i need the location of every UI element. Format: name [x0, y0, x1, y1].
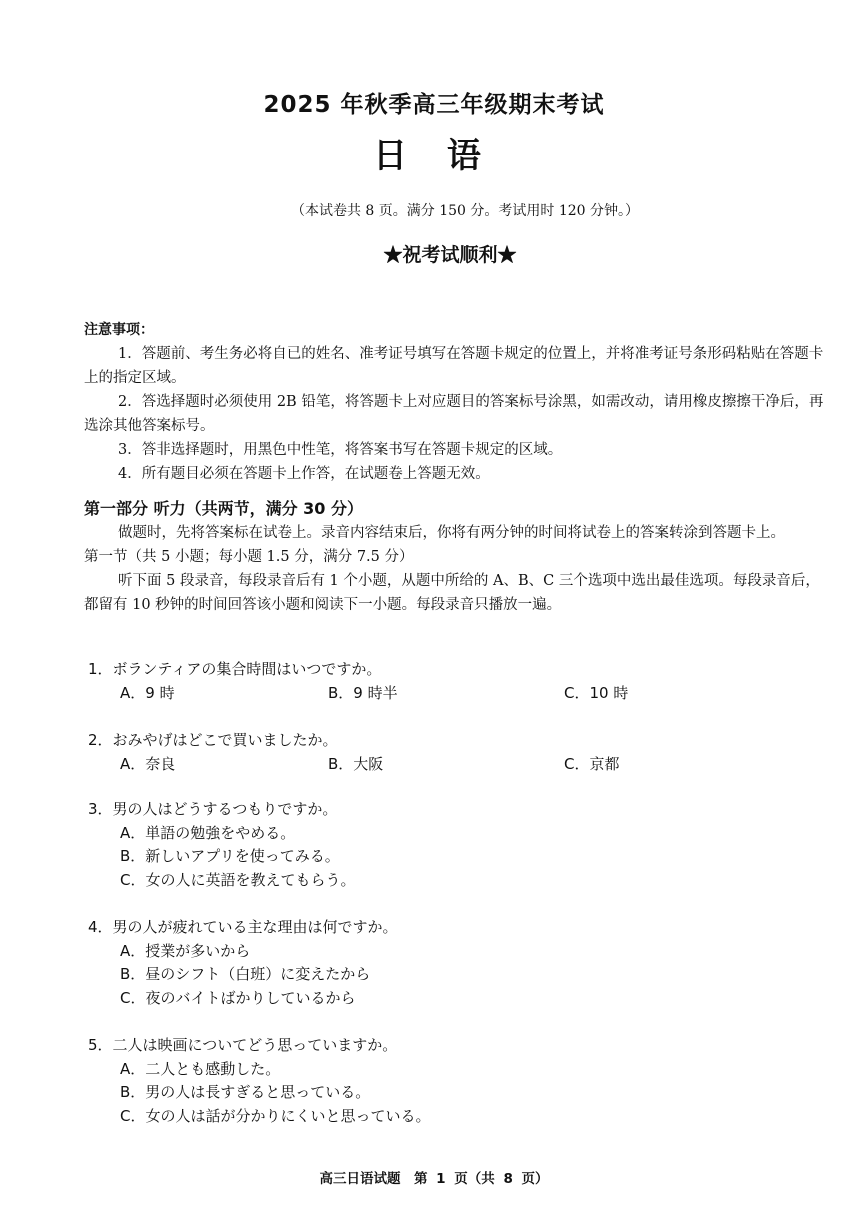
option-b: B．9 時半 — [328, 683, 398, 702]
section-heading: 第一节（共 5 小题；每小题 1.5 分，满分 7.5 分） — [84, 549, 414, 565]
exam-info: （本试卷共 8 页。满分 150 分。考试用时 120 分钟。） — [290, 203, 640, 219]
option-a: A．授業が多いから — [120, 941, 251, 960]
option-row — [88, 753, 828, 777]
question-stem: 2．おみやげはどこで買いましたか。 — [88, 731, 338, 749]
option-a: A．奈良 — [120, 754, 176, 773]
notice-heading: 注意事项： — [84, 322, 154, 338]
question-3 — [88, 798, 828, 892]
exam-title: 2025 年秋季高三年级期末考试 — [263, 92, 605, 118]
question-5 — [88, 1034, 828, 1128]
notice-item: 2．答选择题时必须使用 2B 铅笔，将答题卡上对应题目的答案标号涂黑，如需改动，请用橡皮擦擦干净后，再选涂其他答案标号。 — [84, 394, 824, 434]
option-a: A．9 時 — [120, 683, 175, 702]
question-4 — [88, 916, 828, 1010]
option-a: A．二人とも感動した。 — [120, 1059, 281, 1078]
listening-part — [84, 497, 824, 617]
page-footer: 高三日语试题 第 1 页（共 8 页） — [319, 1171, 549, 1187]
question-stem: 1．ボランティアの集合時間はいつですか。 — [88, 660, 382, 678]
option-c: C．10 時 — [564, 683, 629, 702]
notice-item: 3．答非选择题时，用黑色中性笔，将答案书写在答题卡规定的区域。 — [118, 442, 563, 458]
option-b: B．新しいアプリを使ってみる。 — [120, 847, 340, 865]
question-stem: 3．男の人はどうするつもりですか。 — [88, 800, 338, 818]
exam-subject: 日 语 — [373, 136, 495, 176]
option-row — [88, 682, 828, 706]
option-a: A．単語の勉強をやめる。 — [120, 823, 296, 842]
option-c: C．女の人は話が分かりにくいと思っている。 — [120, 1106, 431, 1125]
option-c: C．女の人に英語を教えてもらう。 — [120, 870, 356, 889]
question-stem: 4．男の人が疲れている主な理由は何ですか。 — [88, 918, 398, 936]
option-b: B．昼のシフト（白班）に変えたから — [120, 965, 371, 983]
option-b: B．男の人は長すぎると思っている。 — [120, 1083, 371, 1101]
notice-item: 4．所有题目必须在答题卡上作答，在试题卷上答题无效。 — [118, 466, 490, 482]
good-luck-banner: ★祝考试顺利★ — [383, 244, 517, 266]
question-2 — [88, 729, 828, 776]
part-intro: 做题时，先将答案标在试卷上。录音内容结束后，你将有两分钟的时间将试卷上的答案转涂到答题卡上。 — [118, 525, 785, 541]
notice-section — [84, 318, 824, 486]
notice-item: 1．答题前、考生务必将自已的姓名、准考证号填写在答题卡规定的位置上，并将准考证号条形码粘贴在答题卡上的指定区域。 — [84, 346, 824, 386]
part-heading: 第一部分 听力（共两节，满分 30 分） — [84, 499, 363, 518]
option-c: C．夜のバイトばかりしているから — [120, 988, 356, 1007]
question-1 — [88, 658, 828, 705]
option-b: B．大阪 — [328, 754, 384, 773]
question-stem: 5．二人は映画についてどう思っていますか。 — [88, 1036, 398, 1054]
option-c: C．京都 — [564, 754, 620, 773]
section-instruction: 听下面 5 段录音，每段录音后有 1 个小题，从题中所给的 A、B、C 三个选项中选出最佳选项。每段录音后，都留有 10 秒钟的时间回答该小题和阅读下一小题。每段录音只播放一遍。 — [84, 573, 820, 613]
